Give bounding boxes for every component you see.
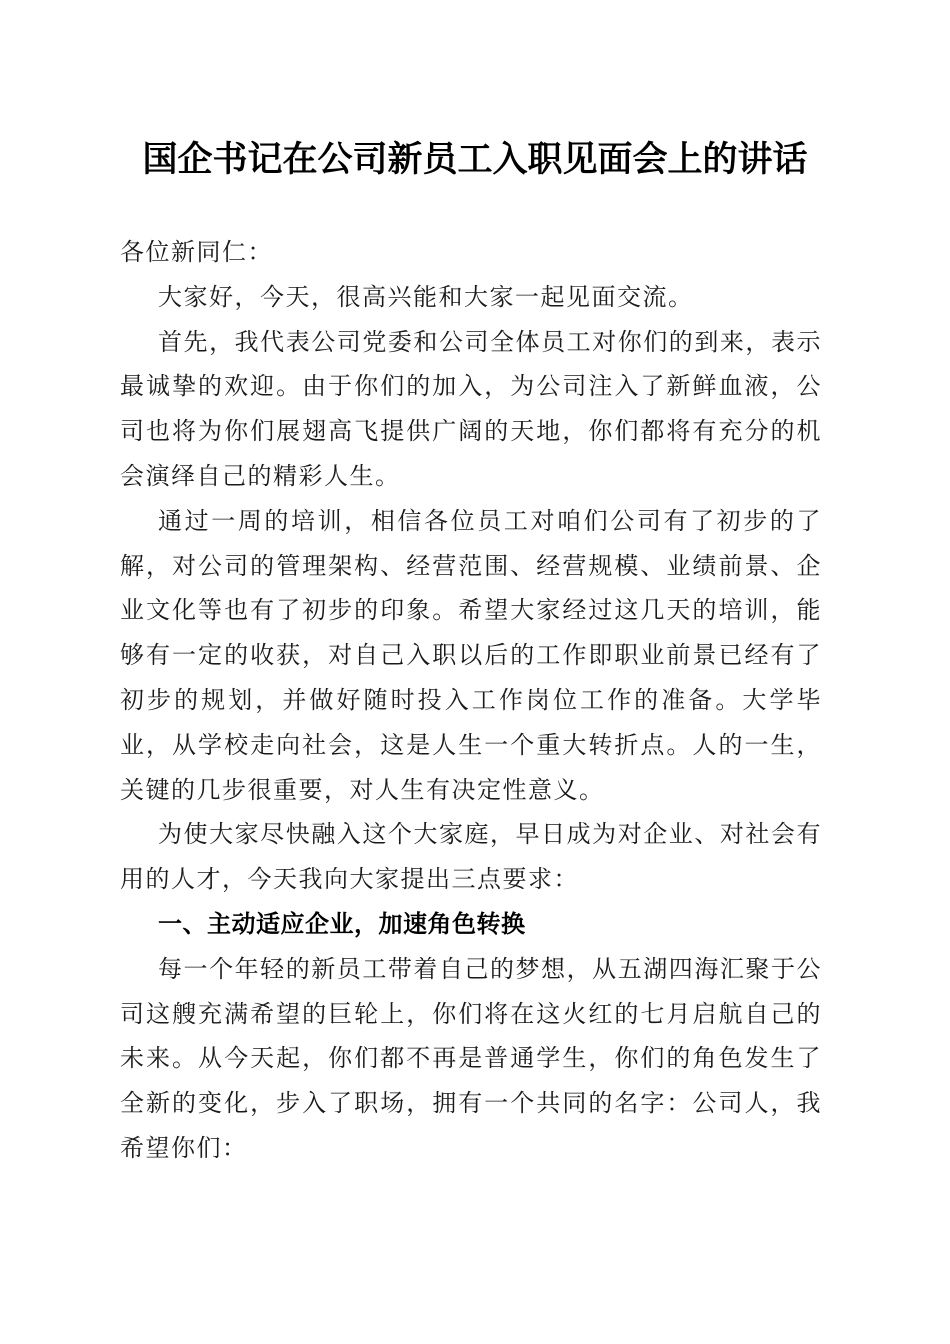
- paragraph-section-one: 每一个年轻的新员工带着自己的梦想，从五湖四海汇聚于公司这艘充满希望的巨轮上，你们将在这火红的七月启航自己的未来。从今天起，你们都不再是普通学生，你们的角色发生了全新的变化，步入了职场，拥有一个共同的名字：公司人，我希望你们：: [120, 954, 822, 1162]
- document-title: 国企书记在公司新员工入职见面会上的讲话: [142, 139, 808, 180]
- paragraph-welcome: 首先，我代表公司党委和公司全体员工对你们的到来，表示最诚挚的欢迎。由于你们的加入，为公司注入了新鲜血液，公司也将为你们展翅高飞提供广阔的天地，你们都将有充分的机会演绎自己的精彩人生。: [120, 327, 822, 490]
- paragraph-training: 通过一周的培训，相信各位员工对咱们公司有了初步的了解，对公司的管理架构、经营范围、经营规模、业绩前景、企业文化等也有了初步的印象。希望大家经过这几天的培训，能够有一定的收获，对自己入职以后的工作即职业前景已经有了初步的规划，并做好随时投入工作岗位工作的准备。大学毕业，从学校走向社会，这是人生一个重大转折点。人的一生，关键的几步很重要，对人生有决定性意义。: [120, 506, 822, 804]
- document-body: [120, 230, 822, 1171]
- paragraph-requirements: 为使大家尽快融入这个大家庭，早日成为对企业、对社会有用的人才，今天我向大家提出三点要求：: [120, 820, 822, 894]
- section-heading: 一、主动适应企业，加速角色转换: [158, 909, 526, 938]
- salutation: 各位新同仁：: [120, 238, 273, 266]
- paragraph-greeting: 大家好，今天，很高兴能和大家一起见面交流。: [158, 282, 694, 311]
